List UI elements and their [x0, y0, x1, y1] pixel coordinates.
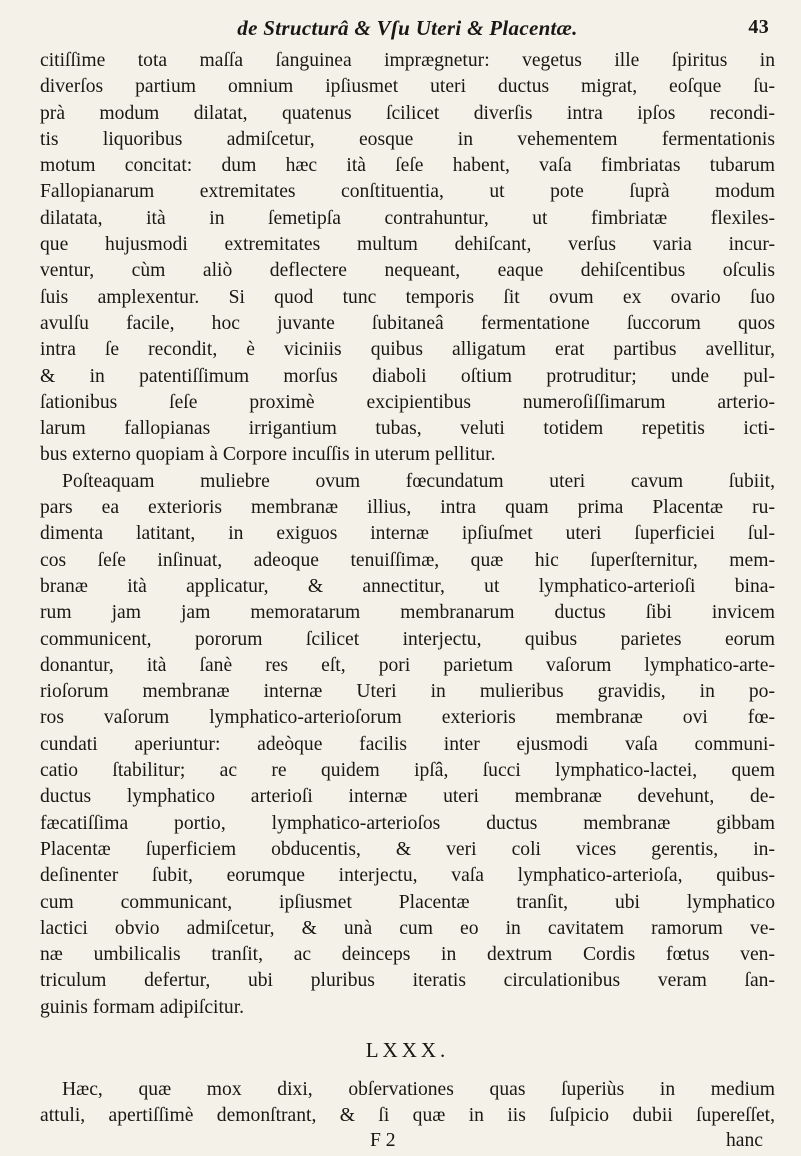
text-line: attuli, apertiſſimè demonſtrant, & ſi quæ in iis ſuſpicio dubii ſupereſſet,: [40, 1105, 775, 1127]
paragraph-observations: [40, 1077, 775, 1130]
text-line: ros vaſorum lymphatico-arterioſorum exterioris membranæ ovi fœ-: [40, 707, 775, 729]
text-line: prà modum dilatat, quatenus ſcilicet diverſis intra ipſos recondi-: [40, 102, 775, 124]
text-line: fæcatiſſima portio, lymphatico-arterioſos ductus membranæ gibbam: [40, 812, 775, 834]
text-line: ſationibus ſeſe proximè excipientibus numeroſiſſimarum arterio-: [40, 391, 775, 413]
catchword: hanc: [726, 1129, 763, 1151]
text-line: communicent, pororum ſcilicet interjectu, quibus parietes eorum: [40, 628, 775, 650]
text-line: ductus lymphatico arterioſi internæ uteri membranæ devehunt, de-: [40, 786, 775, 808]
text-line: donantur, ità ſanè res eſt, pori parietum vaſorum lymphatico-arte-: [40, 654, 775, 676]
text-line: triculum defertur, ubi pluribus iteratis circulationibus veram ſan-: [40, 970, 775, 992]
text-line: dimenta latitant, in exiguos internæ ipſiuſmet uteri ſuperficiei ſul-: [40, 523, 775, 545]
text-line: lactici obvio admiſcetur, & unà cum eo in cavitatem ramorum ve-: [40, 917, 775, 939]
text-line: bus externo quopiam à Corpore incuſſis in uterum pellitur.: [40, 444, 496, 466]
page-footer: [40, 1130, 775, 1156]
text-line: dilatata, ità in ſemetipſa contrahuntur, ut fimbriatæ flexiles-: [40, 207, 775, 229]
running-head: [40, 14, 775, 48]
text-line: guinis formam adipiſcitur.: [40, 996, 245, 1018]
text-line: ſuis amplexentur. Si quod tunc temporis ſit ovum ex ovario ſuo: [40, 286, 775, 308]
text-line: cundati aperiuntur: adeòque facilis inter ejusmodi vaſa communi-: [40, 733, 775, 755]
text-line: avulſu facile, hoc juvante ſubitaneâ fermentatione ſuccorum quos: [40, 312, 775, 334]
text-line: Placentæ ſuperficiem obducentis, & veri coli vices gerentis, in-: [40, 838, 775, 860]
signature-mark: F 2: [370, 1129, 396, 1151]
text-line-indented: Poſteaquam muliebre ovum fœcundatum uteri cavum ſubiit,: [62, 470, 775, 492]
text-line: catio ſtabilitur; ac re quidem ipſâ, ſucci lymphatico-lactei, quem: [40, 760, 775, 782]
text-line: pars ea exterioris membranæ illius, intra quam prima Placentæ ru-: [40, 497, 775, 519]
text-line: deſinenter ſubit, eorumque interjectu, vaſa lymphatico-arterioſa, quibus-: [40, 865, 775, 887]
running-title: de Structurâ & Vſu Uteri & Placentæ.: [237, 16, 578, 40]
text-line: que hujusmodi extremitates multum dehiſcant, verſus varia incur-: [40, 234, 775, 256]
text-line: tis liquoribus admiſcetur, eosque in vehementem fermentationis: [40, 128, 775, 150]
text-line: Fallopianarum extremitates conſtituentia, ut pote ſuprà modum: [40, 181, 775, 203]
paragraph-continued: [40, 48, 775, 469]
text-line: & in patentiſſimum morſus diaboli oſtium protruditur; unde pul-: [40, 365, 775, 387]
text-line: cum communicant, ipſiusmet Placentæ tranſit, ubi lymphatico: [40, 891, 775, 913]
text-line: rum jam jam memoratarum membranarum ductus ſibi invicem: [40, 602, 775, 624]
text-line: cos ſeſe inſinuat, adeoque tenuiſſimæ, quæ hic ſuperſternitur, mem-: [40, 549, 775, 571]
text-line-indented: Hæc, quæ mox dixi, obſervationes quas ſuperiùs in medium: [62, 1078, 775, 1100]
text-line: branæ ità applicatur, & annectitur, ut lymphatico-arterioſi bina-: [40, 575, 775, 597]
text-line: motum concitat: dum hæc ità ſeſe habent, vaſa fimbriatas tubarum: [40, 155, 775, 177]
section-number: LXXX.: [365, 1037, 450, 1062]
text-line: rioſorum membranæ internæ Uteri in mulieribus gravidis, in po-: [40, 681, 775, 703]
text-line: intra ſe recondit, è viciniis quibus alligatum erat partibus avellitur,: [40, 339, 775, 361]
text-line: larum fallopianas irrigantium tubas, veluti totidem repetitis icti-: [40, 418, 775, 440]
page-number: 43: [748, 16, 769, 38]
text-line: næ umbilicalis tranſit, ac deinceps in dextrum Cordis fœtus ven-: [40, 944, 775, 966]
text-line: citiſſime tota maſſa ſanguinea imprægnetur: vegetus ille ſpiritus in: [40, 50, 775, 71]
text-line: diverſos partium omnium ipſiusmet uteri ductus migrat, eoſque ſu-: [40, 76, 775, 98]
text-line: ventur, cùm aliò deflectere nequeant, eaque dehiſcentibus oſculis: [40, 260, 775, 282]
paragraph-placenta: [40, 469, 775, 1021]
